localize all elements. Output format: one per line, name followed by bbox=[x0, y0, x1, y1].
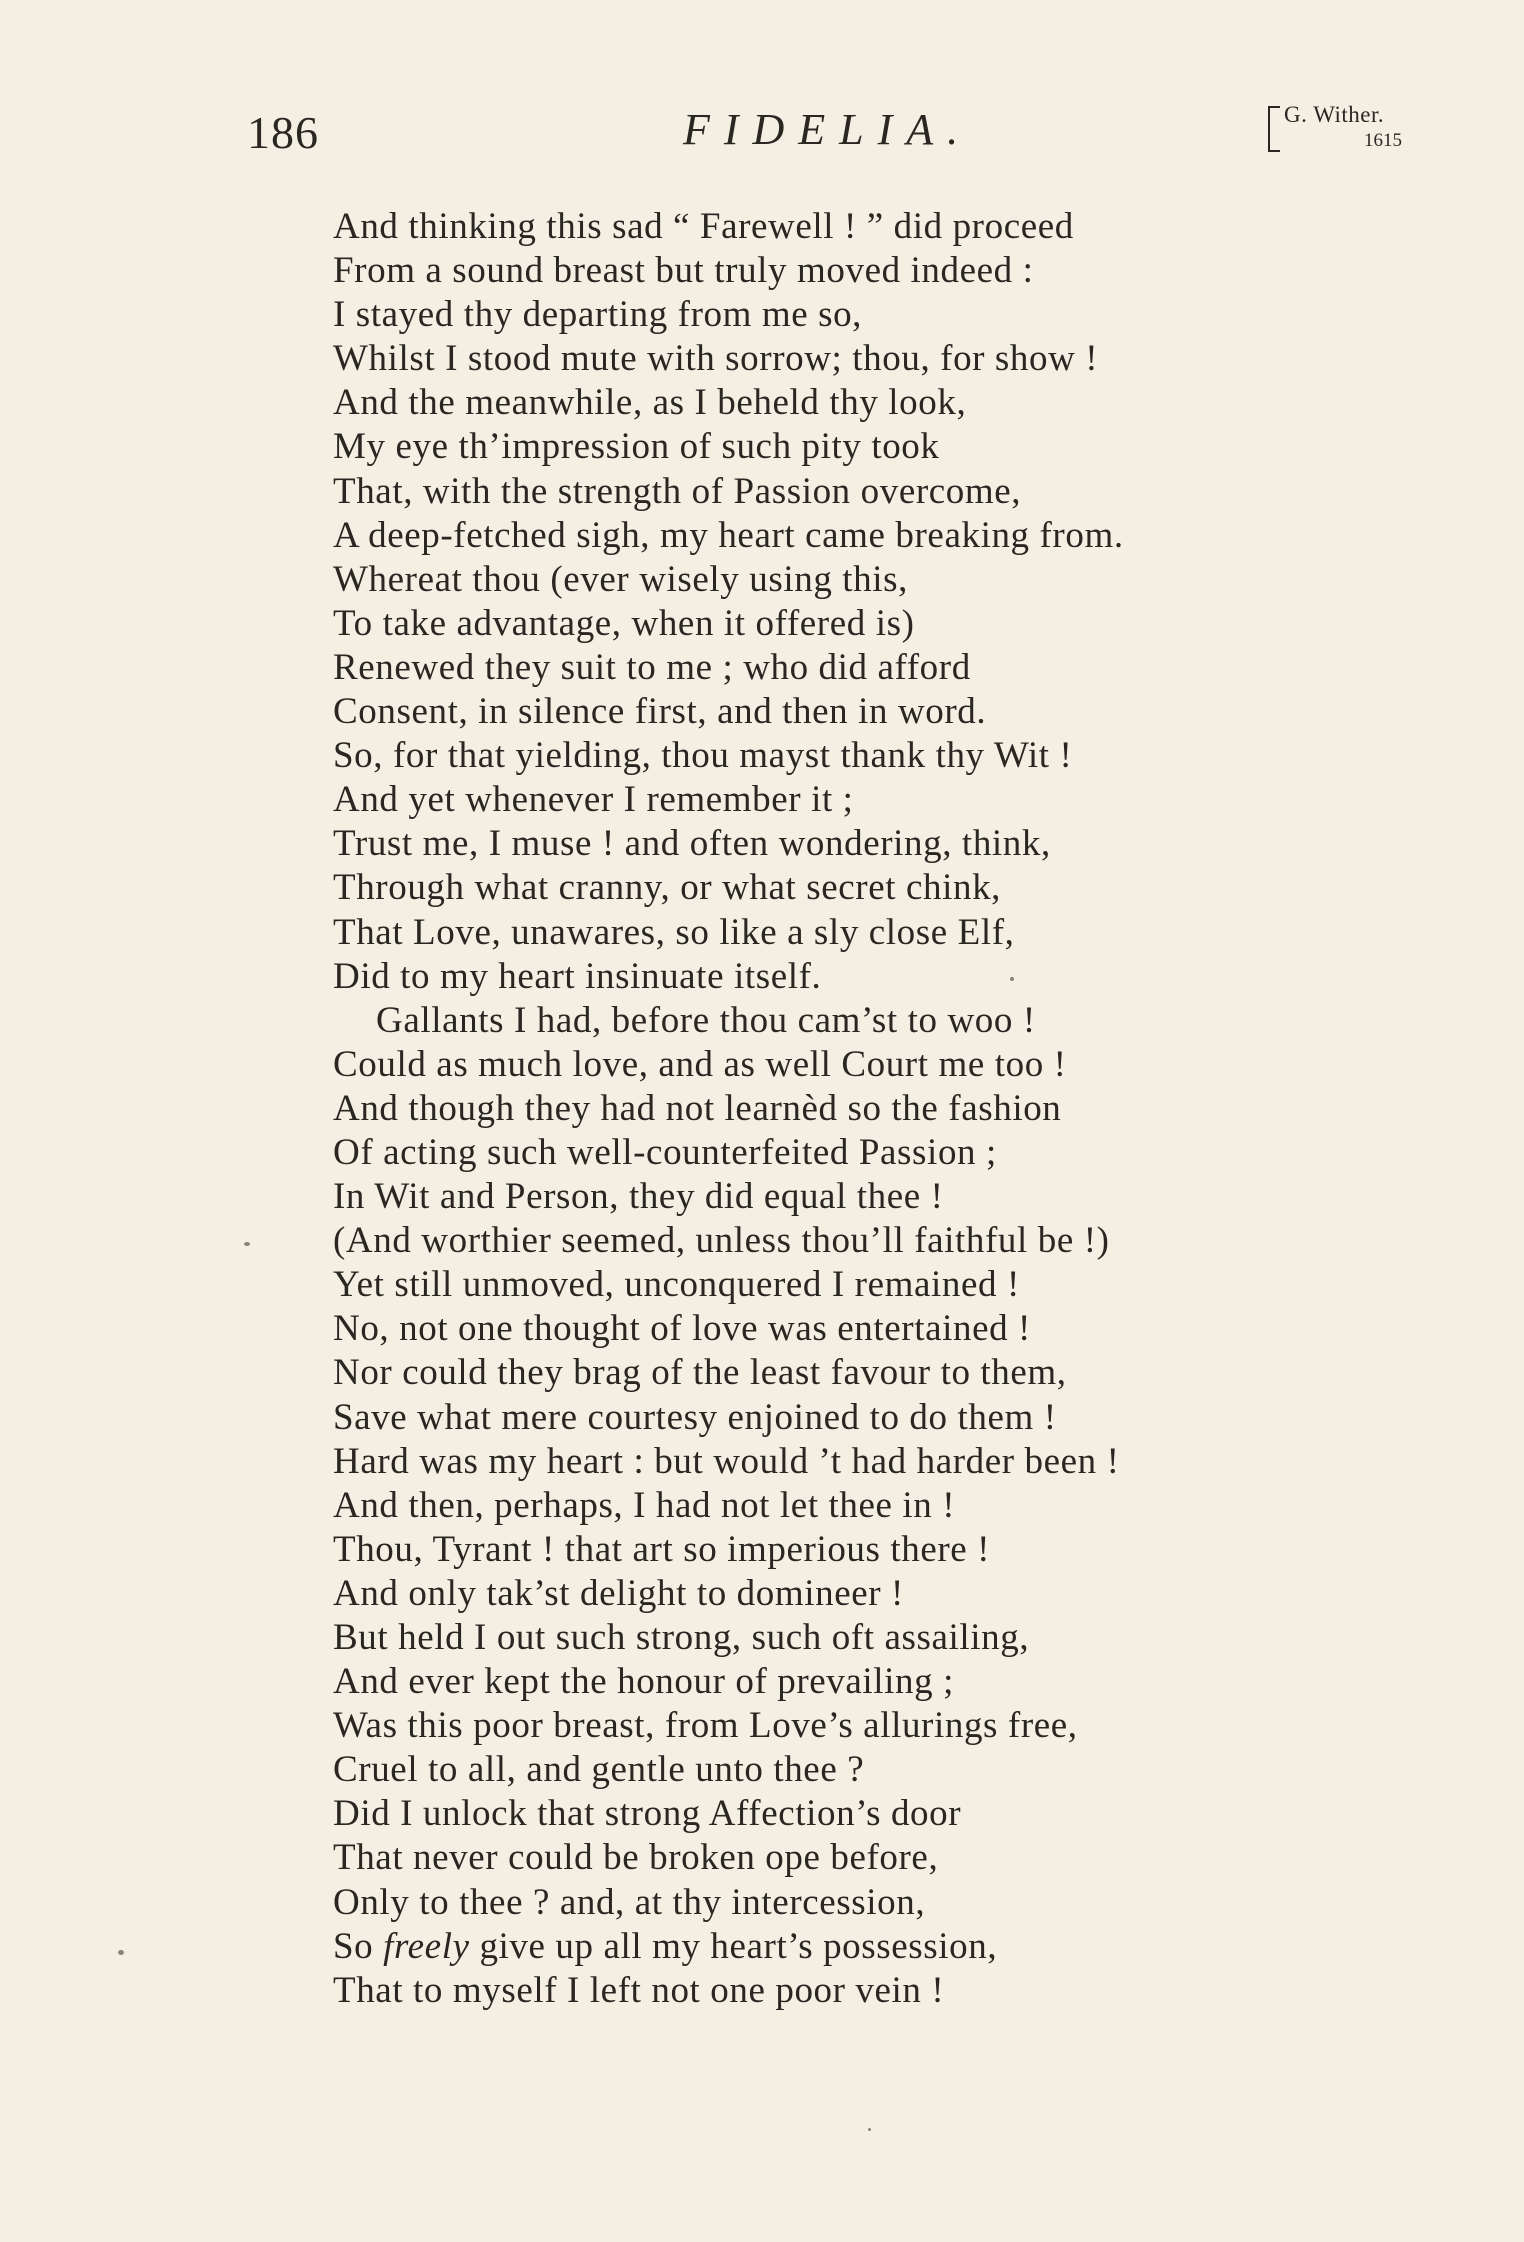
author-name: G. Wither. bbox=[1284, 102, 1385, 127]
poem-line: Thou, Tyrant ! that art so imperious there ! bbox=[333, 1528, 991, 1570]
poem-line: Trust me, I muse ! and often wondering, think, bbox=[333, 823, 1051, 865]
poem-line: That Love, unawares, so like a sly close Elf, bbox=[333, 911, 1015, 953]
poem-line: Through what cranny, or what secret chink, bbox=[333, 867, 1002, 909]
poem-line: Nor could they brag of the least favour to them, bbox=[333, 1352, 1067, 1394]
paper-speck bbox=[118, 1950, 124, 1955]
poem-line: To take advantage, when it offered is) bbox=[333, 602, 915, 644]
poem-line: Hard was my heart : but would ’t had harder been ! bbox=[333, 1440, 1120, 1482]
poem-line: Consent, in silence first, and then in word. bbox=[333, 691, 987, 733]
poem-line: Yet still unmoved, unconquered I remained ! bbox=[333, 1264, 1020, 1306]
page-number: 186 bbox=[247, 107, 319, 158]
poem-line: In Wit and Person, they did equal thee ! bbox=[333, 1176, 944, 1218]
publication-year: 1615 bbox=[1364, 130, 1402, 151]
poem-line: Save what mere courtesy enjoined to do them ! bbox=[333, 1396, 1057, 1438]
poem-line: Was this poor breast, from Love’s allurings free, bbox=[333, 1705, 1078, 1747]
poem-line: And thinking this sad “ Farewell ! ” did proceed bbox=[333, 206, 1074, 247]
poem-line: My eye th’impression of such pity took bbox=[333, 426, 940, 468]
bracket-mark bbox=[1268, 106, 1280, 152]
poem-line-indented: Gallants I had, before thou cam’st to woo ! bbox=[376, 999, 1036, 1041]
line-text: give up all my heart’s possession, bbox=[469, 1925, 998, 1967]
paper-speck bbox=[244, 1242, 250, 1246]
poem-text bbox=[333, 205, 1433, 2013]
poem-line: Renewed they suit to me ; who did afford bbox=[333, 646, 971, 688]
page-header bbox=[0, 100, 1524, 170]
poem-line: Only to thee ? and, at thy intercession, bbox=[333, 1881, 926, 1923]
poem-line: Did I unlock that strong Affection’s door bbox=[333, 1793, 962, 1835]
poem-line: And then, perhaps, I had not let thee in ! bbox=[333, 1484, 956, 1526]
running-title: FIDELIA. bbox=[683, 105, 973, 154]
poem-line: From a sound breast but truly moved indeed : bbox=[333, 250, 1034, 292]
poem-line: So, for that yielding, thou mayst thank thy Wit ! bbox=[333, 735, 1073, 777]
poem-line: Of acting such well-counterfeited Passion ; bbox=[333, 1131, 997, 1173]
poem-line: That to myself I left not one poor vein ! bbox=[333, 1969, 945, 2011]
line-text: So bbox=[333, 1925, 384, 1967]
poem-line: Whereat thou (ever wisely using this, bbox=[333, 558, 908, 600]
poem-line: Did to my heart insinuate itself. bbox=[333, 955, 822, 997]
paper-speck bbox=[868, 2128, 871, 2131]
poem-line: That, with the strength of Passion overcome, bbox=[333, 470, 1022, 512]
author-attribution bbox=[1268, 100, 1438, 160]
poem-line: And the meanwhile, as I beheld thy look, bbox=[333, 382, 967, 424]
poem-line: And only tak’st delight to domineer ! bbox=[333, 1572, 904, 1614]
poem-line: Could as much love, and as well Court me too ! bbox=[333, 1043, 1067, 1085]
poem-line: Cruel to all, and gentle unto thee ? bbox=[333, 1749, 865, 1791]
poem-line: A deep-fetched sigh, my heart came breaking from. bbox=[333, 514, 1124, 556]
poem-line: I stayed thy departing from me so, bbox=[333, 294, 863, 336]
italic-word: freely bbox=[383, 1925, 470, 1967]
poem-line: And ever kept the honour of prevailing ; bbox=[333, 1661, 954, 1703]
poem-line: And though they had not learnèd so the fashion bbox=[333, 1087, 1062, 1129]
poem-line: No, not one thought of love was entertained ! bbox=[333, 1308, 1031, 1350]
poem-line-with-italic bbox=[333, 1925, 1433, 1969]
poem-line: That never could be broken ope before, bbox=[333, 1837, 939, 1879]
poem-line: (And worthier seemed, unless thou’ll faithful be !) bbox=[333, 1220, 1110, 1262]
poem-line: Whilst I stood mute with sorrow; thou, for show ! bbox=[333, 338, 1099, 380]
poem-line: And yet whenever I remember it ; bbox=[333, 779, 854, 821]
poem-line: But held I out such strong, such oft assailing, bbox=[333, 1617, 1030, 1658]
paper-speck bbox=[1010, 977, 1014, 981]
